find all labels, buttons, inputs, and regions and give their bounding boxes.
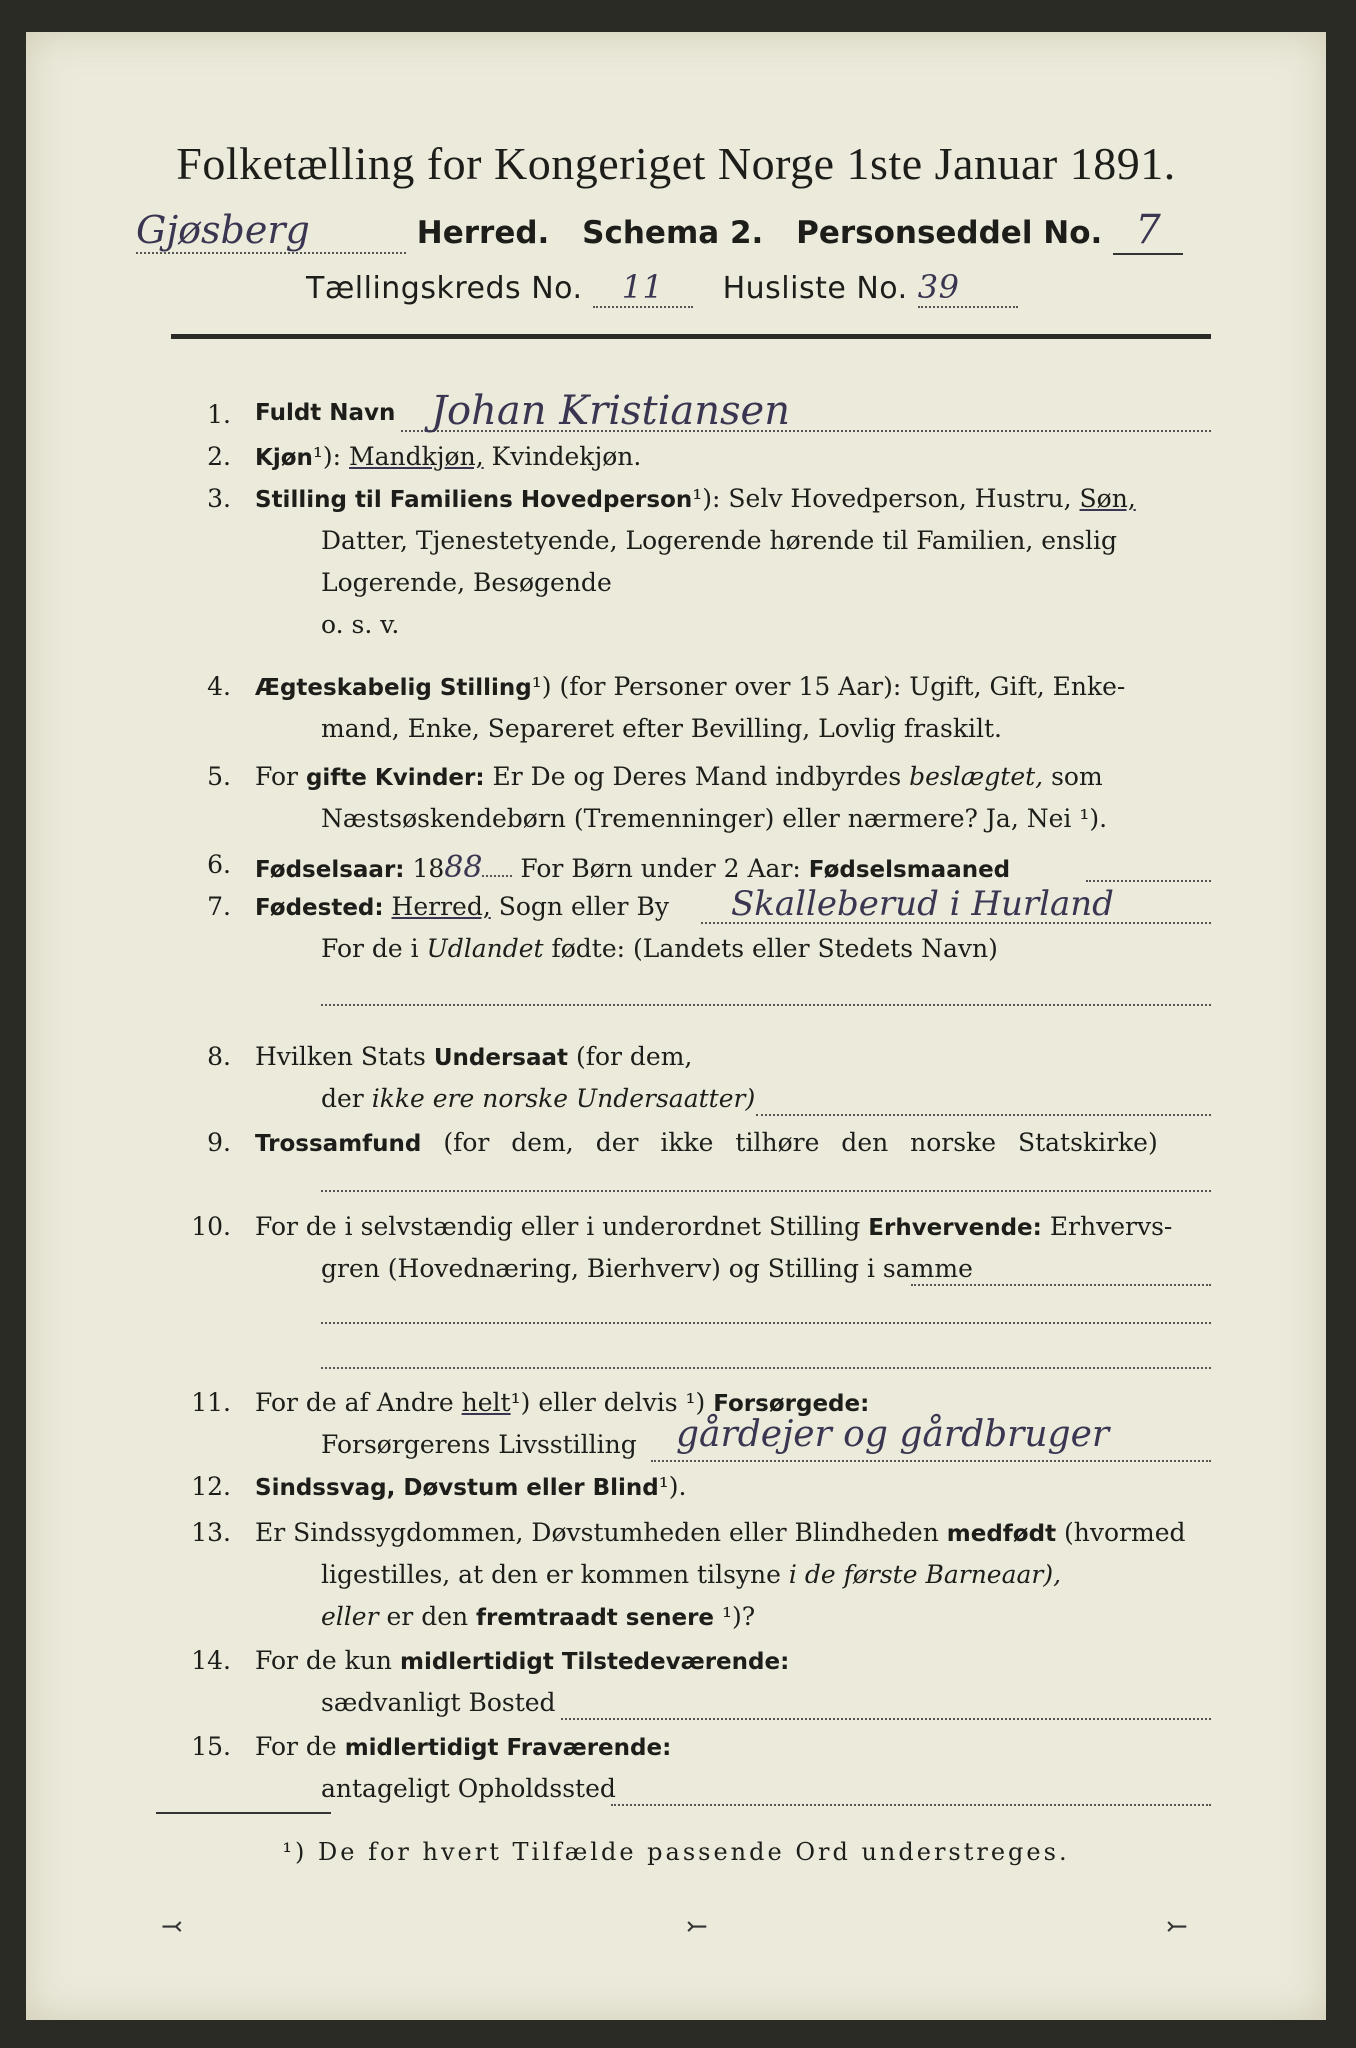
item-4 — [171, 672, 1211, 762]
personseddel-number: 7 — [1113, 207, 1183, 255]
kreds-number: 11 — [593, 268, 693, 308]
selected-option: Herred, — [391, 892, 491, 921]
item-text: For gifte Kvinder: Er De og Deres Mand indbyrdes beslægtet, som — [255, 762, 1103, 791]
header-divider — [171, 334, 1211, 339]
answer-line — [321, 1190, 1211, 1192]
husliste-number: 39 — [918, 268, 1018, 308]
item-text: Sindssvag, Døvstum eller Blind¹). — [255, 1472, 687, 1501]
item-number: 7. — [207, 892, 231, 921]
item-number: 5. — [207, 762, 231, 791]
answer-line — [321, 1004, 1211, 1006]
item-text-line: Forsørgerens Livsstilling — [321, 1430, 637, 1459]
item-5 — [171, 762, 1211, 852]
item-text-line: mand, Enke, Separeret efter Bevilling, Lovlig fraskilt. — [321, 714, 1002, 743]
corner-mark-icon: ⤚ — [1166, 1912, 1188, 1942]
item-text: Ægteskabelig Stilling¹) (for Personer over 15 Aar): Ugift, Gift, Enke- — [255, 672, 1126, 701]
item-8 — [171, 1042, 1211, 1132]
item-3 — [171, 484, 1211, 654]
schema-label: Schema 2. — [582, 215, 764, 251]
herred-name: Gjøsberg — [136, 208, 406, 254]
census-form-page — [26, 32, 1326, 2020]
item-9 — [171, 1128, 1211, 1168]
item-text-line: sædvanligt Bosted — [321, 1688, 556, 1717]
item-14 — [171, 1646, 1211, 1736]
item-text: Fødselsaar: 1888 For Børn under 2 Aar: Fødselsmaaned — [255, 850, 1011, 885]
kreds-label: Tællingskreds No. — [306, 271, 583, 306]
item-text: Hvilken Stats Undersaat (for dem, — [255, 1042, 693, 1071]
item-number: 13. — [191, 1518, 231, 1547]
provider-occupation-answer: gårdejer og gårdbruger — [676, 1414, 1110, 1455]
birth-year-answer: 88 — [444, 850, 483, 885]
item-number: 8. — [207, 1042, 231, 1071]
answer-line — [911, 1284, 1211, 1286]
name-answer: Johan Kristiansen — [431, 388, 790, 434]
answer-line — [1086, 880, 1211, 882]
item-text-line: eller er den fremtraadt senere ¹)? — [321, 1602, 756, 1631]
selected-option: Mandkjøn, — [349, 442, 484, 471]
answer-line — [321, 1367, 1211, 1369]
item-number: 1. — [207, 400, 231, 429]
birthplace-answer: Skalleberud i Hurland — [731, 884, 1114, 924]
item-2 — [171, 442, 1211, 482]
item-number: 6. — [207, 850, 231, 879]
item-12 — [171, 1472, 1211, 1512]
item-number: 12. — [191, 1472, 231, 1501]
kreds-line — [306, 268, 1018, 308]
herred-label: Herred. — [416, 215, 550, 251]
answer-line — [561, 1718, 1211, 1720]
item-text: For de i selvstændig eller i underordnet Stilling Erhvervende: Erhvervs- — [255, 1212, 1173, 1241]
selected-option: helt — [461, 1388, 511, 1417]
item-text: For de midlertidigt Fraværende: — [255, 1732, 672, 1761]
item-13 — [171, 1518, 1211, 1648]
husliste-label: Husliste No. — [722, 271, 908, 306]
form-title: Folketælling for Kongeriget Norge 1ste Januar 1891. — [176, 138, 1176, 189]
footnote: ¹) De for hvert Tilfælde passende Ord understreges. — [282, 1838, 1070, 1866]
item-7 — [171, 884, 1211, 982]
answer-line — [611, 1804, 1211, 1806]
footnote-divider — [156, 1812, 331, 1814]
item-number: 10. — [191, 1212, 231, 1241]
item-number: 15. — [191, 1732, 231, 1761]
center-mark-icon: ⤚ — [686, 1912, 708, 1942]
item-15 — [171, 1732, 1211, 1822]
item-text-line: gren (Hovednæring, Bierhverv) og Stilling i samme — [321, 1254, 973, 1283]
item-10 — [171, 1212, 1211, 1302]
corner-mark-icon: ⤙ — [161, 1912, 183, 1942]
item-text: Fødested: Herred, Sogn eller By — [255, 892, 669, 921]
item-number: 4. — [207, 672, 231, 701]
item-text-line: Næstsøskendebørn (Tremenninger) eller nærmere? Ja, Nei ¹). — [321, 804, 1108, 833]
item-text-line: antageligt Opholdssted — [321, 1774, 616, 1803]
item-text-line: ligestilles, at den er kommen tilsyne i de første Barneaar), — [321, 1560, 1062, 1589]
item-number: 3. — [207, 484, 231, 513]
item-text: Trossamfund (for dem, der ikke tilhøre den norske Statskirke) — [255, 1128, 1158, 1157]
item-text-line: Datter, Tjenestetyende, Logerende hørende til Familien, enslig — [321, 526, 1118, 555]
item-number: 2. — [207, 442, 231, 471]
item-text: For de kun midlertidigt Tilstedeværende: — [255, 1646, 790, 1675]
answer-line — [756, 1114, 1211, 1116]
item-text: For de af Andre helt¹) eller delvis ¹) Forsørgede: — [255, 1388, 870, 1417]
item-number: 9. — [207, 1128, 231, 1157]
answer-line — [321, 1322, 1211, 1324]
answer-line — [651, 1460, 1211, 1462]
item-text-line: o. s. v. — [321, 610, 400, 639]
item-text: Er Sindssygdommen, Døvstumheden eller Blindheden medfødt (hvormed — [255, 1518, 1186, 1547]
item-number: 11. — [191, 1388, 231, 1417]
item-text-line: Logerende, Besøgende — [321, 568, 612, 597]
item-11 — [171, 1388, 1211, 1478]
item-number: 14. — [191, 1646, 231, 1675]
item-text-line: For de i Udlandet fødte: (Landets eller Stedets Navn) — [321, 934, 998, 963]
item-label: Fuldt Navn — [255, 400, 396, 426]
item-text-line: der ikke ere norske Undersaatter) — [321, 1084, 756, 1113]
herred-line — [136, 207, 1183, 255]
selected-option: Søn, — [1079, 484, 1136, 513]
item-text: Kjøn¹): Mandkjøn, Kvindekjøn. — [255, 442, 642, 471]
item-1 — [171, 388, 1211, 440]
item-text: Stilling til Familiens Hovedperson¹): Selv Hovedperson, Hustru, Søn, — [255, 484, 1136, 513]
personseddel-label: Personseddel No. — [796, 215, 1103, 251]
